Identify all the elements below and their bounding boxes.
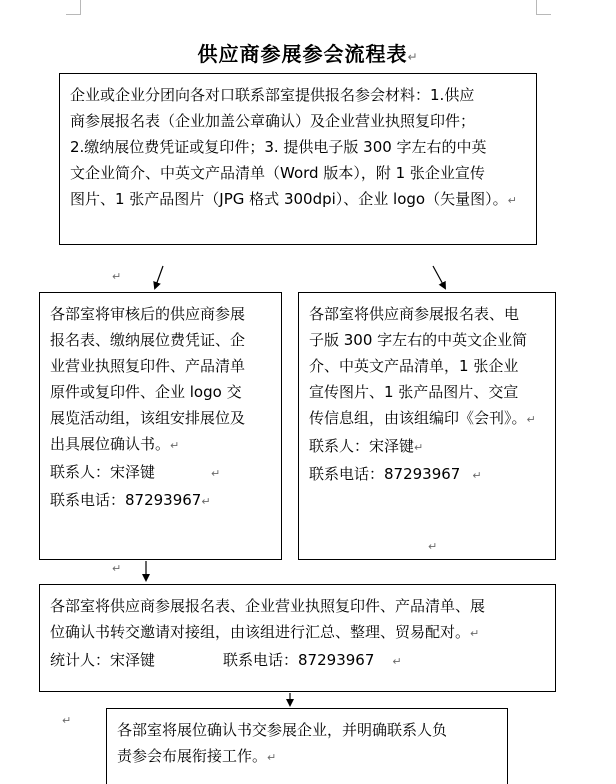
contact-phone: 联系电话：87293967 ↵: [309, 465, 482, 483]
step2-right-line: 宣传图片、1 张产品图片、交宣: [309, 383, 519, 401]
paragraph-mark: ↵: [112, 270, 122, 283]
step1-line: 文企业简介、中英文产品清单（Word 版本），附 1 张企业宣传: [70, 164, 485, 182]
step3-line: 位确认书转交邀请对接组，由该组进行汇总、整理、贸易配对。↵: [50, 623, 480, 641]
paragraph-mark: ↵: [112, 562, 122, 575]
arrow-step1-to-right: [433, 266, 445, 288]
step2-left-line: 出具展位确认书。↵: [50, 435, 180, 453]
step2-left-line: 展览活动组，该组安排展位及: [50, 409, 246, 427]
step2-left-line: 报名表、缴纳展位费凭证、企: [50, 331, 246, 349]
contact-person: 联系人：宋泽键 ↵: [50, 463, 221, 481]
contact-person: 联系人：宋泽键↵: [309, 437, 424, 455]
paragraph-mark: ↵: [62, 714, 72, 727]
paragraph-mark: ↵: [428, 540, 438, 553]
step2-right-box: [298, 292, 556, 560]
step2-right-line: 各部室将供应商参展报名表、电: [309, 305, 520, 323]
step1-line: 图片、1 张产品图片（JPG 格式 300dpi）、企业 logo（矢量图）。↵: [70, 190, 517, 208]
step4-box: [106, 708, 508, 784]
arrow-step1-to-left: [155, 266, 163, 288]
paragraph-mark: ↵: [407, 50, 419, 64]
step2-left-line: 原件或复印件、企业 logo 交: [50, 383, 242, 401]
step4-line: 责参会布展衔接工作。↵: [117, 747, 277, 765]
step2-left-line: 各部室将审核后的供应商参展: [50, 305, 246, 323]
step1-line: 企业或企业分团向各对口联系部室提供报名参会材料：1.供应: [70, 86, 475, 104]
contact-phone: 联系电话：87293967↵: [50, 491, 211, 509]
step2-left-line: 业营业执照复印件、产品清单: [50, 357, 246, 375]
step3-box: [39, 584, 556, 692]
step1-line: 商参展报名表（企业加盖公章确认）及企业营业执照复印件；: [70, 112, 476, 130]
step2-left-box: [39, 292, 282, 560]
step1-box: [59, 73, 537, 245]
stat-contact-line: 统计人：宋泽键 联系电话：87293967 ↵: [50, 651, 402, 669]
step2-right-line: 介、中英文产品清单，1 张企业: [309, 357, 519, 375]
step4-line: 各部室将展位确认书交参展企业，并明确联系人负: [117, 721, 448, 739]
stat-person: 统计人：宋泽键: [50, 651, 156, 669]
step1-line: 2.缴纳展位费凭证或复印件；3. 提供电子版 300 字左右的中英: [70, 138, 487, 156]
contact-phone: 联系电话：87293967: [223, 651, 375, 669]
step2-right-line: 传信息组，由该组编印《会刊》。↵: [309, 409, 536, 427]
title-text: 供应商参展参会流程表: [197, 42, 408, 66]
step3-line: 各部室将供应商参展报名表、企业营业执照复印件、产品清单、展: [50, 597, 486, 615]
step2-right-line: 子版 300 字左右的中英文企业简: [309, 331, 528, 349]
